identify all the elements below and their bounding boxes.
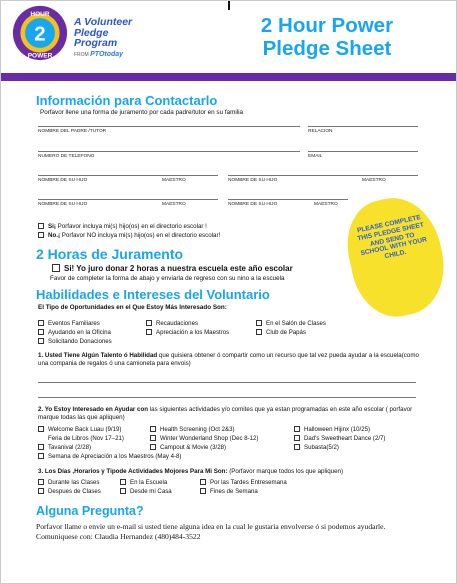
opportunity-family-events[interactable] <box>38 320 100 327</box>
checkbox[interactable] <box>146 320 152 326</box>
checkbox[interactable] <box>294 444 300 450</box>
talent-answer-line-2[interactable] <box>38 397 416 398</box>
checkbox[interactable] <box>200 479 206 485</box>
activity-halloween[interactable] <box>294 426 370 433</box>
opportunity-fundraising[interactable] <box>146 320 198 327</box>
checkbox[interactable] <box>38 488 44 494</box>
question-2-text: las siguientes actividades y/o comites que ya estan programadas en este año escolar ( porfavor marque todas las que apliquen) <box>38 406 413 422</box>
email-line <box>308 151 418 152</box>
child-3-label: NOMBRE DE SU HIJO <box>38 202 88 207</box>
pledge-text: Si! Yo juro donar 2 horas a nuestra escuela este año escolar <box>64 264 293 273</box>
question-heading: Alguna Pregunta? <box>36 504 144 518</box>
checkbox[interactable] <box>150 435 156 441</box>
checkbox[interactable] <box>256 329 262 335</box>
schedule-from-home[interactable] <box>120 488 172 495</box>
child-3-line <box>38 199 218 200</box>
checkbox[interactable] <box>38 338 44 344</box>
checkbox[interactable] <box>38 320 44 326</box>
schedule-label: Fines de Semana <box>210 488 258 495</box>
directory-no-text: Porfavor NO incluya mi(s) hijo(os) en el directorio escolar! <box>60 232 221 239</box>
phone-label: NUMERO DE TELEFONO <box>38 154 95 159</box>
teacher-3-label: MAESTRO <box>162 202 186 207</box>
schedule-label: Por las Tardes Entresemana <box>210 479 287 486</box>
checkbox[interactable] <box>150 426 156 432</box>
logo-top-text: HOUR <box>30 11 50 19</box>
directory-yes-bold: Si¡ <box>48 223 56 230</box>
activity-label: Semana de Apreciación a los Maestros (May 4-8) <box>48 453 182 460</box>
directory-no-bold: No.¡ <box>48 232 61 239</box>
skills-heading: Habilidades e Intereses del Voluntario <box>36 287 270 302</box>
oath-instruction: Favor de completer la forma de abajo y enviarla de regreso con su nino a la escuela <box>50 275 285 282</box>
checkbox[interactable] <box>146 329 152 335</box>
schedule-label: En la Escuela <box>130 479 168 486</box>
talent-answer-line-1[interactable] <box>38 382 416 383</box>
opportunity-dads-club[interactable] <box>256 329 306 336</box>
activity-tavanival[interactable] <box>38 444 91 451</box>
opportunity-label: Solicitando Donaciones <box>48 338 112 345</box>
activity-label: Winter Wonderland Shop (Dec 8-12) <box>160 435 259 442</box>
header-divider-bar <box>0 73 457 81</box>
contact-heading: Información para Contactarlo <box>36 93 218 108</box>
oath-heading: 2 Horas de Juramento <box>36 246 184 262</box>
opportunity-office[interactable] <box>38 329 111 336</box>
question-3-text: (Porfavor marque todos los que apliquen) <box>227 468 344 475</box>
checkbox[interactable] <box>200 488 206 494</box>
logo-number: 2 <box>34 22 46 46</box>
activity-label: Halloween Hijinx (10/25) <box>304 426 371 433</box>
question-1-text: que quisiera obtener ó compartir como un recurso que tal vez pueda ayudar a la escuela(como una compania de regalos ó una camioneta para envois) <box>38 352 419 368</box>
phone-line <box>38 151 300 152</box>
question-1-bold: 1. Usted Tiene Algún Talento ó Habilidad <box>38 352 158 359</box>
opportunity-label: Ayudando en la Oficina <box>48 329 111 336</box>
schedule-weekday-afternoons[interactable] <box>200 479 287 486</box>
from-label: FROM <box>74 51 89 58</box>
activity-label: Campout & Movie (3/28) <box>160 444 227 451</box>
title-line-1: 2 Hour Power <box>260 14 394 37</box>
question-3-bold: 3. Los Días ,Horarios y Tipode Actividades Mojores Para Mi Son: <box>38 468 228 475</box>
schedule-weekends[interactable] <box>200 488 258 495</box>
opportunity-donations[interactable] <box>38 338 112 345</box>
skills-subheading: El Tipo de Oportunidades en el Que Estoy Más Interesado Son: <box>38 304 227 311</box>
program-line-3: Program <box>74 37 118 49</box>
schedule-during-class[interactable] <box>38 479 99 486</box>
teacher-2-label: MAESTRO <box>362 178 386 183</box>
pledge-checkbox[interactable] <box>52 264 60 272</box>
checkbox[interactable] <box>120 488 126 494</box>
directory-no-option[interactable] <box>38 232 220 239</box>
activity-label: Subasta(5/2) <box>304 444 339 451</box>
checkbox[interactable] <box>256 320 262 326</box>
opportunity-label: Eventos Familiares <box>48 320 100 327</box>
question-2 <box>38 406 423 423</box>
relation-line <box>308 126 418 127</box>
activity-label: Welcome Back Luau (9/19) <box>48 426 122 433</box>
opportunity-label: Club de Papás <box>266 329 306 336</box>
schedule-label: Desde mi Casa <box>130 488 172 495</box>
activity-label: Tavanival (2/28) <box>48 444 92 451</box>
contact-closing-text: Porfavor llame o envie un e-mail si usted tiene alguna idea en la cual le gustaria envolverse ó si podemos ayudarle. Comuniquese con: Claudia Hernandez (480)484-3522 <box>36 522 386 541</box>
checkbox[interactable] <box>38 453 44 459</box>
page-title <box>222 14 432 60</box>
parent-name-label: NOMBRE DEL PADRE /TUTOR <box>38 129 107 134</box>
parent-name-line <box>38 126 300 127</box>
badge-text: PLEASE COMPLETE THIS PLEDGE SHEET AND SEND TO SCHOOL WITH YOUR CHILD. <box>356 214 428 261</box>
activity-campout[interactable] <box>150 444 226 451</box>
question-1 <box>38 352 423 369</box>
teacher-1-label: MAESTRO <box>162 178 186 183</box>
directory-yes-option[interactable] <box>38 223 207 230</box>
activity-label: Dad's Sweetheart Dance (2/7) <box>304 435 386 442</box>
directory-yes-checkbox[interactable] <box>38 223 44 229</box>
opportunity-label: Apreciación a los Maestros <box>156 329 230 336</box>
activity-label: Health Screening (Oct 2&3) <box>160 426 235 433</box>
question-3 <box>38 468 428 476</box>
checkbox[interactable] <box>120 479 126 485</box>
child-1-line <box>38 175 218 176</box>
activity-winter-shop[interactable] <box>150 435 258 442</box>
schedule-label: Despues de Clases <box>48 488 101 495</box>
send-to-school-badge <box>339 190 454 325</box>
child-2-label: NOMBRE DE SU HIJO <box>228 178 278 183</box>
program-line-1: A Volunteer <box>74 16 133 28</box>
question-2-bold: 2. Yo Estoy Interesado en Ayudar con <box>38 406 149 413</box>
checkbox[interactable] <box>38 444 44 450</box>
child-2-line <box>228 175 418 176</box>
checkbox[interactable] <box>38 479 44 485</box>
email-label: EMAIL <box>308 154 323 159</box>
child-4-label: NOMBRE DE SU HIJO <box>228 202 278 207</box>
pledge-option[interactable] <box>52 264 293 273</box>
teacher-4-label: MAESTRO <box>314 202 338 207</box>
activity-teacher-week[interactable] <box>38 453 181 460</box>
child-1-label: NOMBRE DE SU HIJO <box>38 178 88 183</box>
program-from <box>74 51 174 58</box>
checkbox[interactable] <box>38 426 44 432</box>
activity-welcome-back-luau[interactable] <box>38 426 121 433</box>
activity-auction[interactable] <box>294 444 339 451</box>
checkbox[interactable] <box>294 426 300 432</box>
schedule-label: Durante las Clases <box>48 479 100 486</box>
program-line-2: Pledge <box>74 26 109 39</box>
activity-sweetheart-dance[interactable] <box>294 435 385 442</box>
program-caption <box>74 17 174 58</box>
brand-name: PTOtoday <box>90 50 124 58</box>
top-cut-line <box>228 0 230 10</box>
opportunity-teacher-appreciation[interactable] <box>146 329 229 336</box>
checkbox[interactable] <box>38 329 44 335</box>
activity-label: Feria de Libros (Nov 17–21) <box>48 435 124 442</box>
schedule-after-class[interactable] <box>38 488 101 495</box>
checkbox[interactable] <box>150 444 156 450</box>
relation-label: RELACION <box>308 129 333 134</box>
activity-book-fair[interactable] <box>38 435 124 442</box>
title-line-2: Pledge Sheet <box>262 37 392 60</box>
two-hour-power-logo <box>12 5 68 61</box>
child-4-line <box>228 199 348 200</box>
contact-intro: Porfavor llene una forma de juramento por cada padre/tutor en su familia <box>40 109 244 116</box>
activity-health-screening[interactable] <box>150 426 235 433</box>
opportunity-classroom[interactable] <box>256 320 326 327</box>
checkbox[interactable] <box>294 435 300 441</box>
opportunity-label: En el Salón de Clases <box>266 320 326 327</box>
opportunity-label: Recaudaciones <box>156 320 199 327</box>
directory-no-checkbox[interactable] <box>38 232 44 238</box>
schedule-at-school[interactable] <box>120 479 167 486</box>
logo-bottom-text: POWER <box>27 52 53 60</box>
directory-yes-text: Porfavor incluya mi(s) hijo(os) en el directorio escolar ! <box>55 223 207 230</box>
